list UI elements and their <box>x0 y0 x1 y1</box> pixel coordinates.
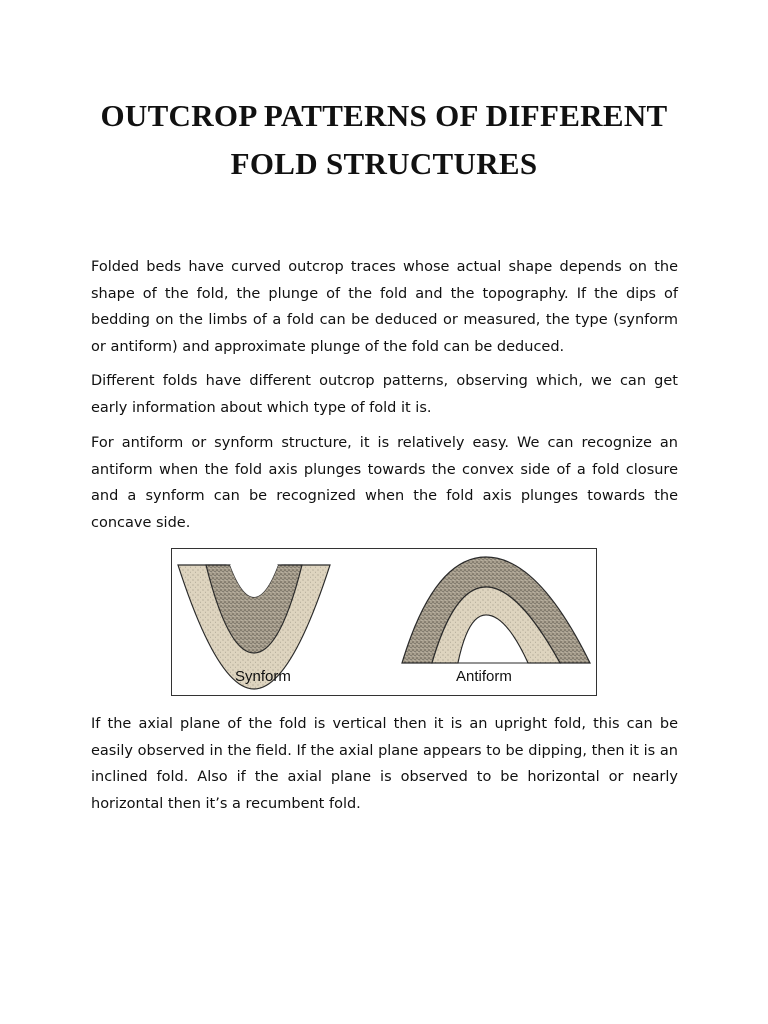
fold-diagram-figure <box>171 548 597 696</box>
paragraph-antiform-synform: For antiform or synform structure, it is relatively easy. We can recognize an antiform when the fold axis plunges towards the convex side of a fold closure and a synform can be recognized when the fold axis plunges towards the concave side. <box>91 435 678 531</box>
antiform-label: Antiform <box>456 668 512 685</box>
document-title: OUTCROP PATTERNS OF DIFFERENT FOLD STRUCTURES <box>100 98 668 181</box>
paragraph-outcrop-traces: Folded beds have curved outcrop traces whose actual shape depends on the shape of the fold, the plunge of the fold and the topography. If the dips of bedding on the limbs of a fold can be deduced or measured, the type (synform or antiform) and approximate plunge of the fold can be deduced. <box>91 259 678 355</box>
paragraph-outcrop-patterns: Different folds have different outcrop patterns, observing which, we can get early information about which type of fold it is. <box>91 373 678 416</box>
paragraph-axial-plane: If the axial plane of the fold is vertical then it is an upright fold, this can be easily observed in the field. If the axial plane appears to be dipping, then it is an inclined fold. Also if the axial plane is observed to be horizontal or nearly horizontal then it’s a recumbent fold. <box>91 716 678 812</box>
synform-label: Synform <box>235 668 291 685</box>
antiform-diagram <box>402 557 590 663</box>
